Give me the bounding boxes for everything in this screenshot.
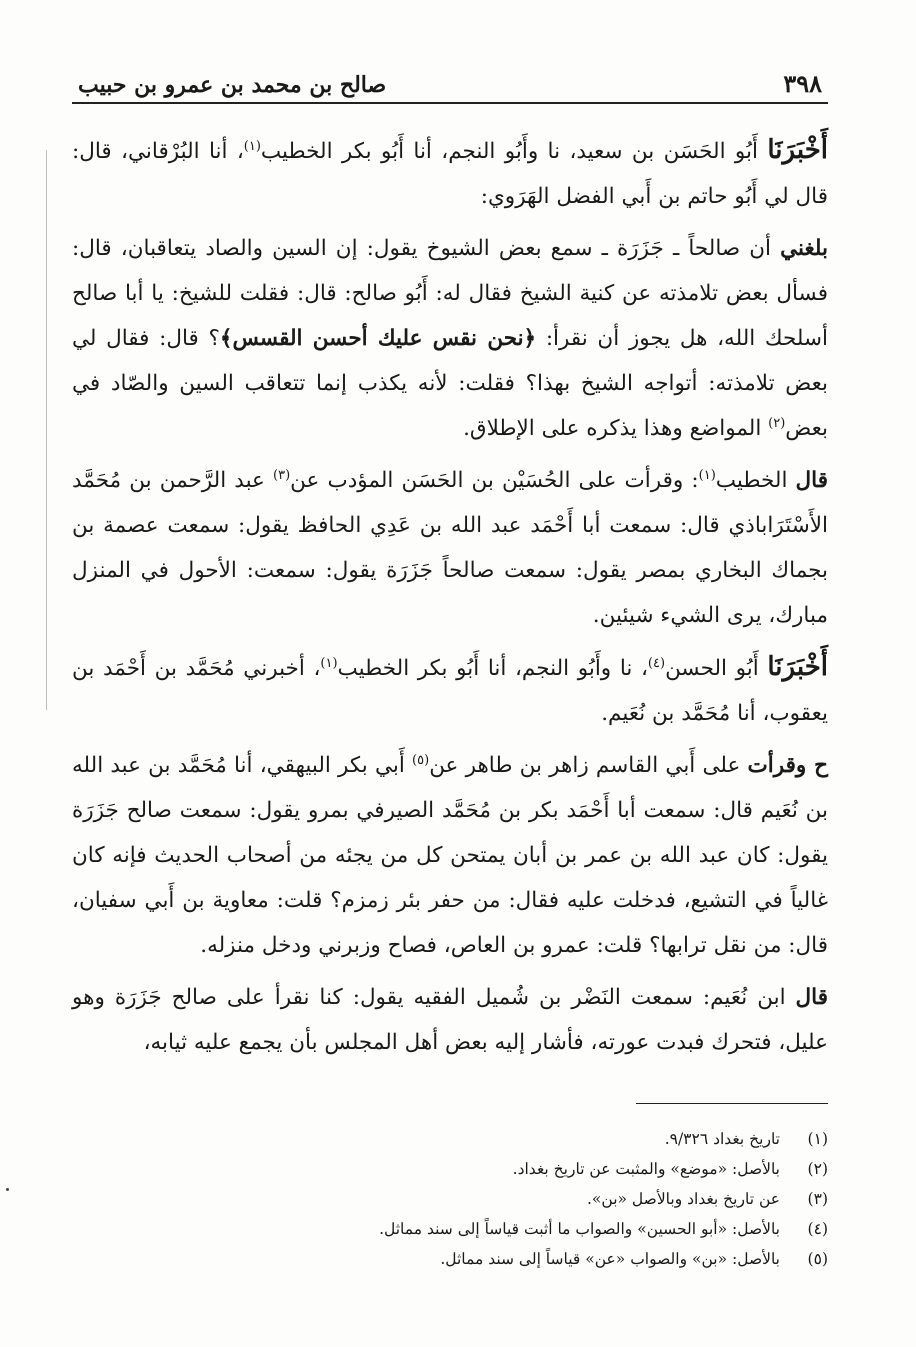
- footnote-number: (٤): [807, 1220, 828, 1238]
- footnote-5: [72, 1244, 828, 1274]
- footnote-number: (٢): [807, 1160, 828, 1178]
- paragraph-text: : وقرأت على الحُسَيْن بن الحَسَن المؤدب عن: [290, 468, 699, 493]
- paragraph-text: ، أخبرني مُحَمَّد بن أَحْمَد بن يعقوب، أنا مُحَمَّد بن نُعَيم.: [72, 656, 828, 726]
- paragraph-text: أَبي بكر البيهقي، أنا مُحَمَّد بن عبد الله بن نُعَيم قال: سمعت أبا أَحْمَد بكر بن مُحَمَّد الصيرفي بمرو يقول: سمعت صالح جَزَرَة يقول: كان عبد الله بن عمر بن أبان يمتحن كل من يجئه من أصحاب الحديث فإنه كان غالياً في التشيع، فدخلت عليه فقال: من حفر بئر زمزم؟ قلت: معاوية بن أَبي سفيان، قال: من نقل ترابها؟ قلت: عمرو بن العاص، فصاح وزبرني ودخل منزله.: [72, 753, 828, 958]
- paragraph-text: عبد الرَّحمن بن مُحَمَّد الأَسْتَرَاباذي قال: سمعت أبا أَحْمَد عبد الله بن عَدِي الحافظ يقول: سمعت عصمة بن بجماك البخاري بمصر يقول: سمعت صالحاً جَزَرَة يقول: سمعت: الأحول في المنزل مبارك، يرى الشيء شيئين.: [72, 468, 828, 628]
- paragraph-text: الخطيب: [715, 468, 796, 493]
- scan-margin-line: [46, 150, 47, 710]
- footnote-text: عن تاريخ بغداد وبالأصل «بن».: [586, 1190, 780, 1208]
- footnote-text: بالأصل: «أبو الحسين» والصواب ما أثبت قياساً إلى سند مماثل.: [379, 1220, 780, 1238]
- footnote-divider: [636, 1103, 828, 1104]
- main-text: [72, 128, 828, 1065]
- page-header: [72, 60, 828, 104]
- paragraph-lead: بلغني: [780, 236, 828, 261]
- paragraph-text: ، أنا البُرْقاني، قال: قال لي أَبُو حاتم بن أَبي الفضل الهَرَوي:: [72, 139, 828, 209]
- page-number: ٣٩٨: [783, 69, 822, 98]
- footnote-ref[interactable]: (٥): [412, 752, 430, 768]
- paragraph-text: ؟ قال: فقال لي بعض تلامذته: أتواجه الشيخ بهذا؟ فقلت: لأنه يكذب إنما تتعاقب السين والصّاد في بعض: [72, 326, 828, 441]
- paragraph-lead: أَخْبَرَنَا: [767, 652, 828, 682]
- paragraph-4: [72, 645, 828, 736]
- footnote-2: [72, 1154, 828, 1184]
- footnote-number: (٥): [807, 1250, 828, 1268]
- footnote-ref[interactable]: (٢): [768, 415, 786, 431]
- footnote-ref[interactable]: (١): [320, 655, 338, 671]
- paragraph-text: ابن نُعَيم: سمعت النَضْر بن شُميل الفقيه يقول: كنا نقرأ على صالح جَزَرَة وهو عليل، فتحرك فبدت عورته، فأشار إليه بعض أهل المجلس بأن يجمع عليه ثيابه،: [72, 985, 828, 1055]
- paragraph-lead: قال: [795, 985, 828, 1010]
- paragraph-lead: قال: [795, 468, 828, 493]
- paragraph-6: [72, 975, 828, 1065]
- paragraph-1: [72, 128, 828, 219]
- paragraph-5: [72, 743, 828, 968]
- running-title: صالح بن محمد بن عمرو بن حبيب: [78, 72, 387, 98]
- paragraph-text: أَبُو الحَسَن بن سعيد، نا وأَبُو النجم، أنا أَبُو بكر الخطيب: [260, 139, 768, 164]
- footnote-number: (١): [807, 1130, 828, 1148]
- footnote-3: [72, 1184, 828, 1214]
- footnotes: [72, 1124, 828, 1274]
- footnote-4: [72, 1214, 828, 1244]
- paragraph-2: [72, 226, 828, 451]
- paragraph-3: [72, 458, 828, 638]
- book-page: [72, 60, 828, 1274]
- paragraph-text: أَبُو الحسن: [665, 656, 768, 681]
- footnote-ref[interactable]: (١): [698, 467, 716, 483]
- footnote-number: (٣): [807, 1190, 828, 1208]
- paragraph-lead: ح وقرأت: [747, 753, 829, 778]
- footnote-1: [72, 1124, 828, 1154]
- paragraph-text: على أَبي القاسم زاهر بن طاهر عن: [429, 753, 748, 778]
- footnote-ref[interactable]: (١): [243, 138, 261, 154]
- footnote-ref[interactable]: (٣): [273, 467, 291, 483]
- paragraph-lead: أَخْبَرَنَا: [767, 135, 828, 165]
- paragraph-text: المواضع وهذا يذكره على الإطلاق.: [463, 416, 769, 441]
- scan-speck: [6, 1188, 9, 1191]
- footnote-text: تاريخ بغداد ٩/٣٢٦.: [664, 1130, 780, 1148]
- paragraph-text: أن صالحاً ـ جَزَرَة ـ سمع بعض الشيوخ يقول: إن السين والصاد يتعاقبان، قال: فسأل بعض تلامذته عن كنية الشيخ فقال له: أَبُو صالح: قال: فقلت للشيخ: يا أبا صالح أسلحك الله، هل يجوز أن نقرأ:: [72, 236, 828, 351]
- quran-quote: ﴿نحن نقس عليك أحسن القسس﴾: [219, 326, 537, 351]
- paragraph-text: ، نا وأَبُو النجم، أنا أَبُو بكر الخطيب: [337, 656, 648, 681]
- footnote-text: بالأصل: «موضع» والمثبت عن تاريخ بغداد.: [512, 1160, 780, 1178]
- footnote-text: بالأصل: «بن» والصواب «عن» قياساً إلى سند مماثل.: [440, 1250, 780, 1268]
- footnote-ref[interactable]: (٤): [647, 655, 666, 671]
